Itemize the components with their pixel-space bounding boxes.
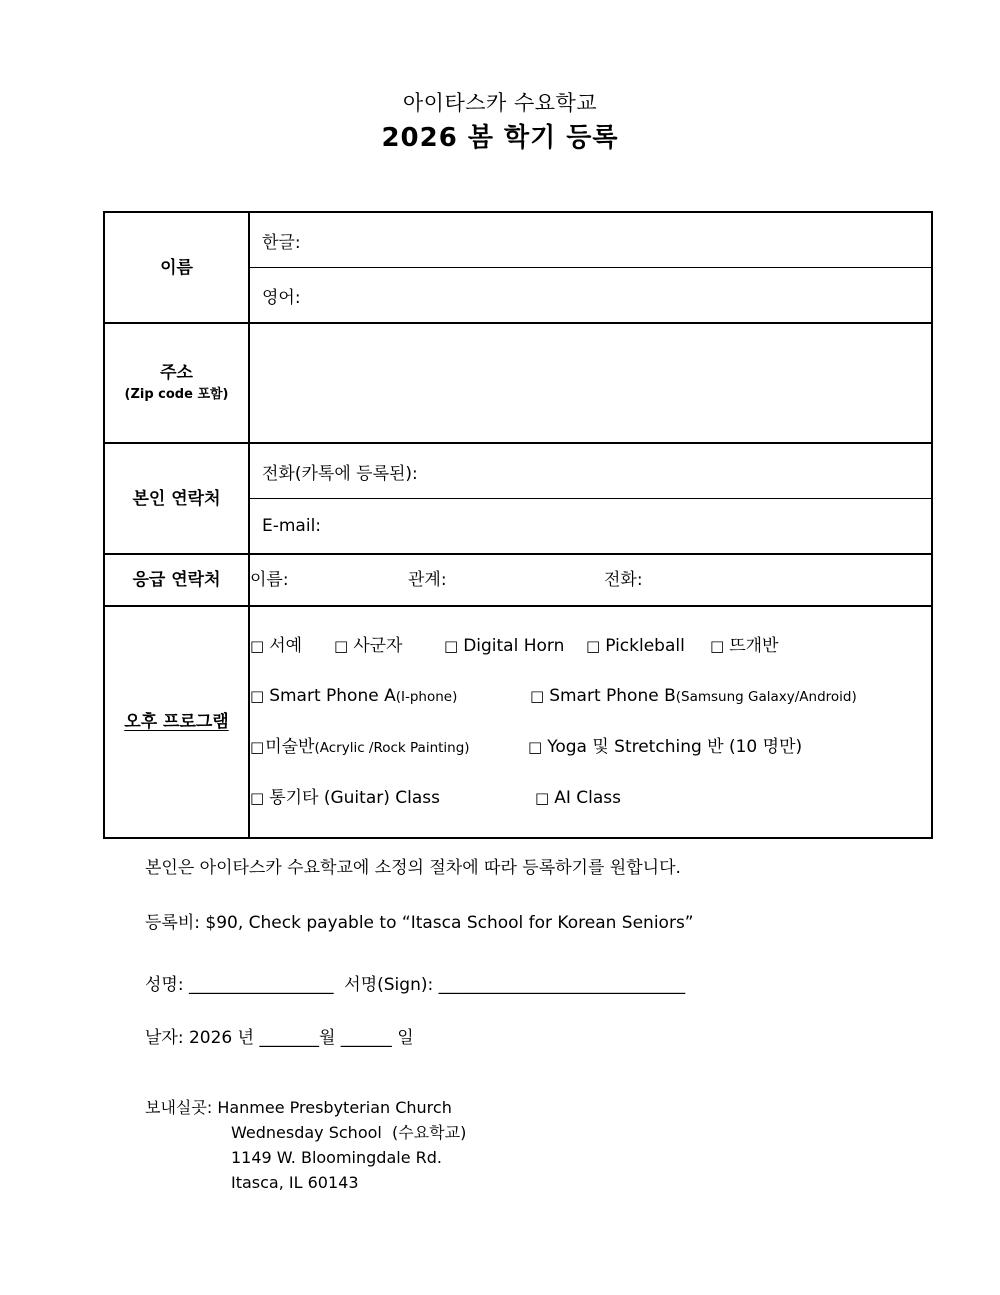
field-emergency-name[interactable]: 이름: bbox=[250, 570, 289, 590]
emergency-line bbox=[250, 568, 931, 592]
checkbox-icon: □ bbox=[250, 687, 265, 705]
statement-fee: 등록비: $90, Check payable to “Itasca School for Korean Seniors” bbox=[145, 913, 694, 933]
table-row-name bbox=[104, 212, 932, 323]
field-address[interactable] bbox=[249, 323, 932, 443]
table-row-program bbox=[104, 606, 932, 838]
statements-block bbox=[145, 855, 965, 1051]
option-label: Yoga 및 Stretching 반 (10 명만) bbox=[547, 737, 803, 757]
mailing-line-2: Wednesday School (수요학교) bbox=[231, 1123, 467, 1142]
option-label: Smart Phone A bbox=[269, 686, 396, 706]
table-row-address bbox=[104, 323, 932, 443]
field-email[interactable]: E-mail: bbox=[262, 516, 322, 536]
option-label: 미술반 bbox=[265, 737, 315, 757]
school-name: 아이타스카 수요학교 bbox=[402, 91, 598, 115]
option-label: Smart Phone B bbox=[549, 686, 676, 706]
field-name-english[interactable]: 영어: bbox=[262, 287, 301, 308]
signature-line[interactable]: 성명: _________________ 서명(Sign): _____________________________ bbox=[145, 975, 686, 995]
registration-table bbox=[103, 211, 933, 839]
table-row-contact bbox=[104, 443, 932, 554]
mailing-label: 보내실곳: bbox=[145, 1098, 213, 1117]
option-label: 뜨개반 bbox=[729, 636, 779, 656]
page-title bbox=[0, 88, 1000, 156]
option-label: AI Class bbox=[554, 788, 621, 808]
checkbox-icon: □ bbox=[250, 789, 265, 807]
name-subfields bbox=[250, 213, 931, 322]
contact-fields-cell bbox=[249, 443, 932, 554]
statement-intent: 본인은 아이타스카 수요학교에 소정의 절차에 따라 등록하기를 원합니다. bbox=[145, 858, 681, 878]
row-label-program bbox=[104, 606, 249, 838]
checkbox-option-art-class[interactable] bbox=[250, 732, 528, 763]
option-label: Pickleball bbox=[605, 636, 685, 656]
row-label-program-text: 오후 프로그램 bbox=[124, 712, 229, 732]
checkbox-option-guitar-class[interactable] bbox=[250, 783, 535, 813]
table-row-emergency bbox=[104, 554, 932, 606]
mailing-label-line bbox=[145, 1095, 466, 1120]
mailing-address-block bbox=[145, 1095, 466, 1195]
form-title: 2026 봄 학기 등록 bbox=[381, 123, 619, 153]
checkbox-option-seoye[interactable] bbox=[250, 631, 334, 661]
row-label-contact: 본인 연락처 bbox=[104, 443, 249, 554]
checkbox-option-digital-horn[interactable] bbox=[444, 631, 586, 661]
mailing-line-4: Itasca, IL 60143 bbox=[231, 1173, 359, 1192]
checkbox-option-sagunja[interactable] bbox=[334, 631, 444, 661]
checkbox-icon: □ bbox=[528, 738, 543, 756]
checkbox-option-pickleball[interactable] bbox=[586, 631, 710, 661]
checkbox-icon: □ bbox=[535, 789, 550, 807]
name-fields-cell bbox=[249, 212, 932, 323]
checkbox-option-ai-class[interactable] bbox=[535, 783, 621, 813]
row-label-emergency: 응급 연락처 bbox=[104, 554, 249, 606]
contact-subfields bbox=[250, 444, 931, 553]
checkbox-option-smart-phone-b[interactable] bbox=[530, 681, 857, 712]
row-label-address-note: (Zip code 포함) bbox=[124, 387, 229, 402]
checkbox-option-knitting[interactable] bbox=[710, 631, 778, 661]
checkbox-icon: □ bbox=[530, 687, 545, 705]
emergency-fields-cell bbox=[249, 554, 932, 606]
mailing-line-1: Hanmee Presbyterian Church bbox=[217, 1098, 452, 1117]
program-options-cell bbox=[249, 606, 932, 838]
option-label: Digital Horn bbox=[463, 636, 565, 656]
field-phone[interactable]: 전화(카톡에 등록된): bbox=[250, 444, 931, 499]
program-option-row-3 bbox=[250, 732, 931, 763]
option-note: (Samsung Galaxy/Android) bbox=[675, 689, 857, 705]
field-name-korean[interactable]: 한글: bbox=[250, 213, 931, 268]
option-label: 서예 bbox=[269, 636, 303, 656]
checkbox-option-smart-phone-a[interactable] bbox=[250, 681, 530, 712]
program-option-row-4 bbox=[250, 783, 931, 813]
checkbox-icon: □ bbox=[586, 637, 601, 655]
checkbox-icon: □ bbox=[250, 637, 265, 655]
field-emergency-phone[interactable]: 전화: bbox=[604, 570, 643, 590]
program-option-row-1 bbox=[250, 631, 931, 661]
program-option-row-2 bbox=[250, 681, 931, 712]
option-label: 통기타 (Guitar) Class bbox=[269, 788, 440, 808]
checkbox-option-yoga-stretching[interactable] bbox=[528, 732, 802, 762]
row-label-name: 이름 bbox=[104, 212, 249, 323]
date-line[interactable]: 날자: 2026 년 _______월 ______ 일 bbox=[145, 1028, 414, 1048]
checkbox-icon: □ bbox=[710, 637, 725, 655]
mailing-line-3: 1149 W. Bloomingdale Rd. bbox=[231, 1148, 442, 1167]
option-note: (I-phone) bbox=[395, 689, 458, 705]
checkbox-icon: □ bbox=[334, 637, 349, 655]
checkbox-icon: □ bbox=[250, 738, 265, 756]
field-emergency-relation[interactable]: 관계: bbox=[408, 570, 447, 590]
row-label-address-main: 주소 bbox=[160, 363, 193, 383]
option-note: (Acrylic /Rock Painting) bbox=[314, 740, 470, 756]
row-label-address bbox=[104, 323, 249, 443]
option-label: 사군자 bbox=[353, 636, 403, 656]
checkbox-icon: □ bbox=[444, 637, 459, 655]
